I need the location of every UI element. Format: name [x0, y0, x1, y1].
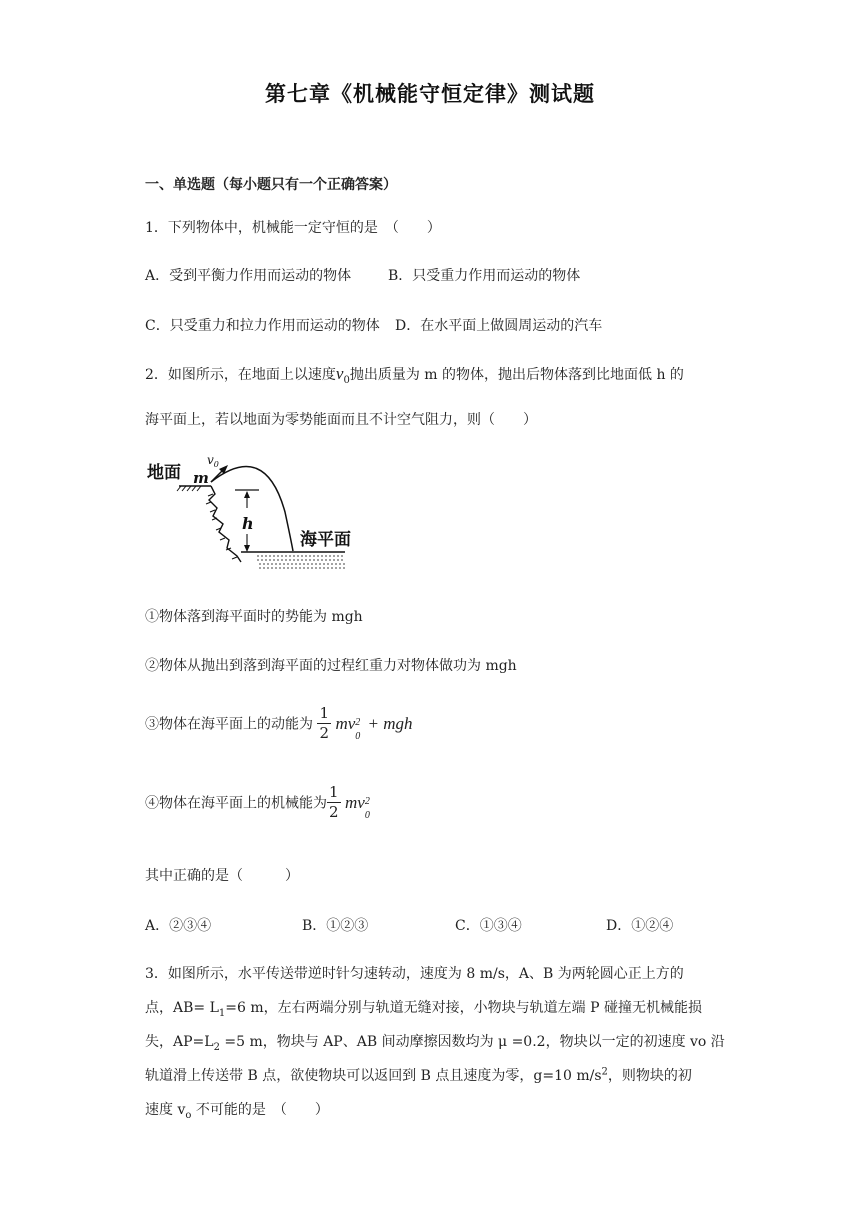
- fig-mass-label: m: [193, 469, 209, 487]
- q2-stem-line2: 海平面上，若以地面为零势能面而且不计空气阻力，则（ ）: [145, 412, 537, 428]
- q2-s4-expression: mv 2 0: [345, 792, 370, 821]
- fig-sea-label: 海平面: [300, 530, 351, 550]
- q3-line-2: 点，$AB= L_1=6$ m，左右两端分别与轨道无缝对接，小物块与轨道左端 P 碰撞无机械能损: [145, 1000, 702, 1019]
- q1-option-c: C．只受重力和拉力作用而运动的物体: [145, 318, 380, 334]
- page-title: 第七章《机械能守恒定律》测试题: [265, 82, 595, 106]
- q2-velocity-subscript: 0: [343, 374, 350, 386]
- q2-velocity-symbol: v: [335, 364, 344, 383]
- section-heading-single-choice: 一、单选题（每小题只有一个正确答案）: [145, 177, 397, 193]
- q3-line-1: 3．如图所示，水平传送带逆时针匀速转动，速度为 8 m/s，A、B 为两轮圆心正上方的: [145, 966, 684, 982]
- q2-s4-text: ④物体在海平面上的机械能为: [145, 795, 327, 812]
- q1-option-a: A．受到平衡力作用而运动的物体: [145, 268, 352, 284]
- q2-stem-part-b: 抛出质量为 m 的物体，抛出后物体落到比地面低 h 的: [349, 367, 684, 383]
- q2-statement-4: [145, 785, 373, 820]
- fig-height-label: h: [242, 514, 254, 533]
- q2-option-d: D．①②④: [606, 918, 674, 934]
- q2-statement-2: ②物体从抛出到落到海平面的过程红重力对物体做功为 mgh: [145, 658, 517, 674]
- q2-s4-fraction: $\frac{1}{2}$: [329, 783, 339, 821]
- q3-line-3: 失，$AP=L_2 =5$ m，物块与 AP、AB 间动摩擦因数均为 μ =0.2，物块以一定的初速度 vo 沿: [145, 1034, 725, 1053]
- q1-stem: 1．下列物体中，机械能一定守恒的是 （ ）: [145, 220, 441, 236]
- fig-ground-label: 地面: [147, 463, 181, 483]
- q2-stem-part-a: 2．如图所示，在地面上以速度: [145, 367, 336, 383]
- q1-option-b: B．只受重力作用而运动的物体: [388, 268, 581, 284]
- q2-prompt: 其中正确的是（ ）: [145, 868, 299, 884]
- q3-line-4: 轨道滑上传送带 B 点，欲使物块可以返回到 B 点且速度为零，g=10 $m/s^2$，则物块的初: [145, 1066, 692, 1084]
- q2-statement-3: [145, 706, 413, 741]
- fig-height-arrowhead-up: [244, 491, 250, 498]
- q3-line-5: 速度 $v_o$ 不可能的是 （ ）: [145, 1102, 329, 1121]
- fig-v0-label: $v_0$: [207, 453, 219, 469]
- q2-s3-expression: mv 2 0 + mgh: [335, 713, 413, 742]
- q2-option-c: C．①③④: [455, 918, 522, 934]
- q2-option-a: A．②③④: [145, 918, 212, 934]
- q2-option-b: B．①②③: [302, 918, 369, 934]
- q2-statement-1: ①物体落到海平面时的势能为 mgh: [145, 609, 363, 625]
- fig-sea-dots: [257, 556, 345, 568]
- q2-s3-fraction: $\frac{1}{2}$: [319, 704, 329, 742]
- q1-option-d: D．在水平面上做圆周运动的汽车: [395, 318, 603, 334]
- q2-s3-text: ③物体在海平面上的动能为: [145, 716, 313, 733]
- q2-stem-line1: [145, 364, 684, 386]
- fig-cliff-edge: [209, 486, 241, 562]
- fig-height-arrowhead-down: [244, 545, 250, 552]
- q2-cliff-figure: [145, 452, 365, 577]
